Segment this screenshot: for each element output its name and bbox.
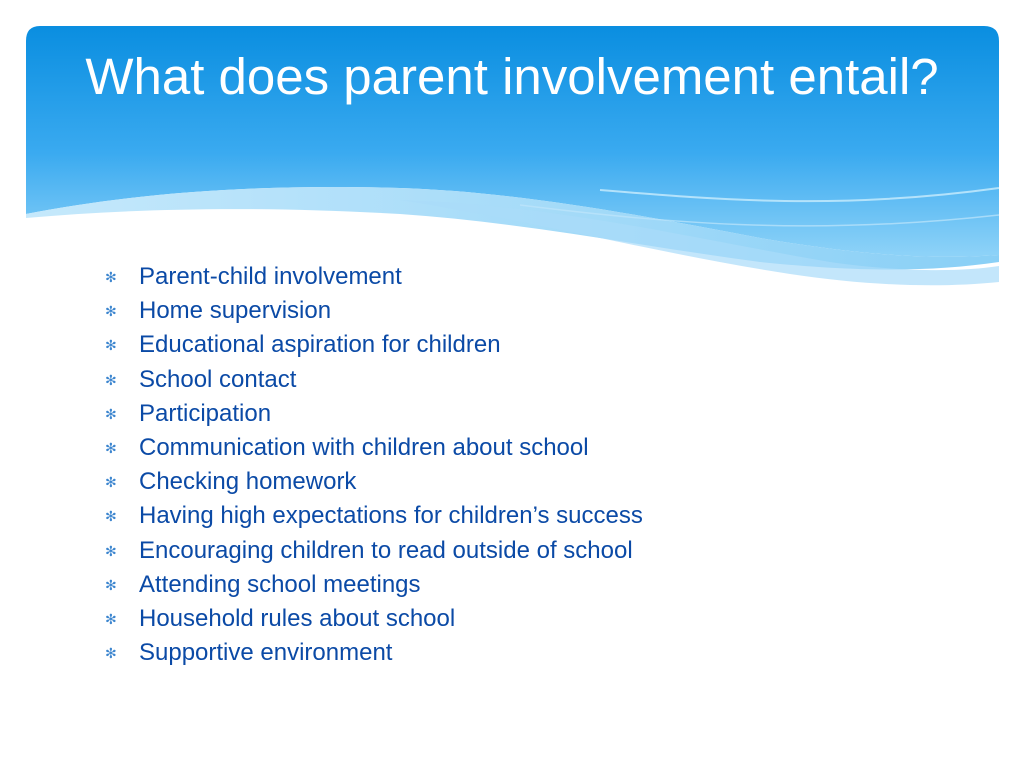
asterisk-bullet-icon: ✻ (105, 542, 117, 559)
list-item (105, 636, 965, 670)
bullet-text: Educational aspiration for children (139, 331, 501, 359)
list-item (105, 328, 965, 362)
asterisk-bullet-icon: ✻ (105, 440, 117, 457)
list-item (105, 431, 965, 465)
list-item (105, 568, 965, 602)
asterisk-bullet-icon: ✻ (105, 405, 117, 422)
bullet-text: Attending school meetings (139, 570, 421, 598)
asterisk-bullet-icon: ✻ (105, 610, 117, 627)
list-item (105, 363, 965, 397)
list-item (105, 397, 965, 431)
bullet-text: Parent-child involvement (139, 263, 402, 291)
asterisk-bullet-icon: ✻ (105, 508, 117, 525)
asterisk-bullet-icon: ✻ (105, 337, 117, 354)
bullet-text: Household rules about school (139, 604, 456, 632)
bullet-text: School contact (139, 365, 297, 393)
bullet-text: Encouraging children to read outside of school (139, 536, 633, 564)
asterisk-bullet-icon: ✻ (105, 645, 117, 662)
list-item (105, 294, 965, 328)
asterisk-bullet-icon: ✻ (105, 303, 117, 320)
bullet-text: Having high expectations for children’s success (139, 502, 643, 530)
list-item (105, 499, 965, 533)
bullet-list (105, 260, 965, 670)
bullet-text: Home supervision (139, 297, 332, 325)
asterisk-bullet-icon: ✻ (105, 269, 117, 286)
asterisk-bullet-icon: ✻ (105, 371, 117, 388)
asterisk-bullet-icon: ✻ (105, 576, 117, 593)
slide-title: What does parent involvement entail? (85, 48, 939, 105)
bullet-text: Checking homework (139, 468, 357, 496)
list-item (105, 465, 965, 499)
bullet-text: Communication with children about school (139, 434, 589, 462)
bullet-text: Supportive environment (139, 639, 393, 667)
list-item (105, 602, 965, 636)
list-item (105, 260, 965, 294)
list-item (105, 534, 965, 568)
bullet-text: Participation (139, 399, 272, 427)
asterisk-bullet-icon: ✻ (105, 474, 117, 491)
